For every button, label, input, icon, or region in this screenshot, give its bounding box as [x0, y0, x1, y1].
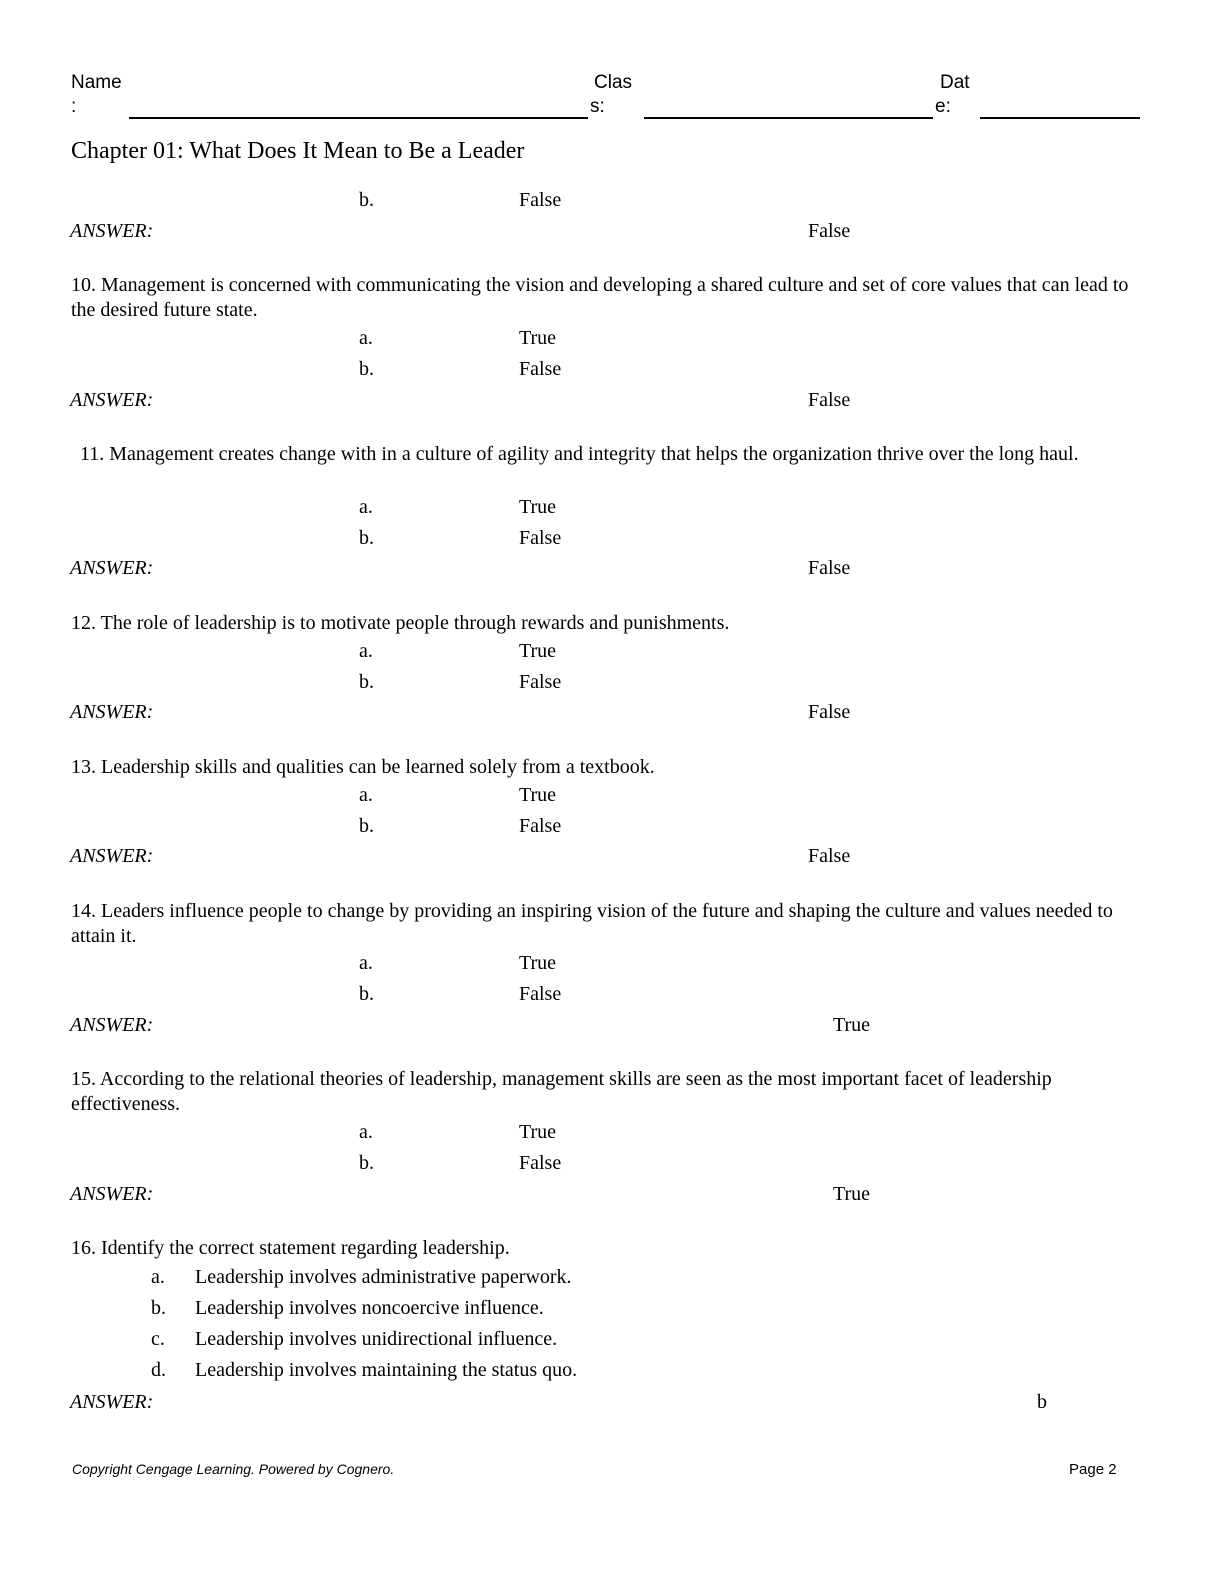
- option-letter: a.: [359, 327, 373, 349]
- footer-page-number: Page 2: [1069, 1461, 1117, 1478]
- option-letter: a.: [151, 1266, 165, 1288]
- question-stem: 14. Leaders influence people to change by providing an inspiring vision of the future and shaping the culture and values needed to attain it.: [71, 900, 1113, 947]
- chapter-title: Chapter 01: What Does It Mean to Be a Leader: [71, 138, 525, 164]
- answer-value: False: [808, 220, 851, 242]
- footer-copyright: Copyright Cengage Learning. Powered by Cognero.: [72, 1461, 395, 1477]
- answer-label: ANSWER:: [70, 557, 154, 579]
- option-text: True: [519, 640, 557, 662]
- name-label-bottom: :: [71, 96, 77, 117]
- answer-label: ANSWER:: [70, 220, 154, 242]
- date-label-bottom: e:: [935, 96, 951, 117]
- option-text: Leadership involves administrative paperwork.: [195, 1266, 572, 1288]
- option-text: False: [519, 189, 562, 211]
- question-stem: 12. The role of leadership is to motivate people through rewards and punishments.: [71, 612, 730, 634]
- option-letter: b.: [359, 983, 374, 1005]
- option-text: True: [519, 327, 557, 349]
- date-field[interactable]: [980, 117, 1140, 119]
- answer-value: False: [808, 701, 851, 723]
- class-label-bottom: s:: [590, 96, 605, 117]
- option-text: False: [519, 815, 562, 837]
- option-letter: b.: [151, 1297, 166, 1319]
- option-text: False: [519, 671, 562, 693]
- answer-label: ANSWER:: [70, 701, 154, 723]
- option-letter: a.: [359, 952, 373, 974]
- option-text: Leadership involves noncoercive influence.: [195, 1297, 544, 1319]
- option-text: Leadership involves maintaining the status quo.: [195, 1359, 578, 1381]
- option-letter: a.: [359, 784, 373, 806]
- name-label-top: Name: [71, 72, 122, 93]
- option-letter: b.: [359, 1152, 374, 1174]
- option-text: True: [519, 784, 557, 806]
- class-field[interactable]: [644, 117, 933, 119]
- answer-value: False: [808, 557, 851, 579]
- date-label-top: Dat: [940, 72, 970, 93]
- answer-label: ANSWER:: [70, 389, 154, 411]
- question-stem: 11. Management creates change with in a culture of agility and integrity that helps the organization thrive over the long haul.: [80, 443, 1079, 465]
- option-letter: b.: [359, 815, 374, 837]
- option-letter: b.: [359, 358, 374, 380]
- option-letter: b.: [359, 527, 374, 549]
- name-field[interactable]: [129, 117, 588, 119]
- option-text: True: [519, 952, 557, 974]
- option-letter: c.: [151, 1328, 165, 1350]
- option-letter: b.: [359, 671, 374, 693]
- option-letter: a.: [359, 640, 373, 662]
- option-text: False: [519, 358, 562, 380]
- answer-label: ANSWER:: [70, 1014, 154, 1036]
- option-letter: b.: [359, 189, 374, 211]
- question-stem: 15. According to the relational theories of leadership, management skills are seen as the most important facet of leadership effectiveness.: [71, 1068, 1052, 1115]
- answer-value: True: [833, 1014, 871, 1036]
- class-label-top: Clas: [594, 72, 633, 93]
- option-letter: d.: [151, 1359, 166, 1381]
- option-text: True: [519, 496, 557, 518]
- answer-value: False: [808, 845, 851, 867]
- option-text: True: [519, 1121, 557, 1143]
- answer-value: False: [808, 389, 851, 411]
- answer-label: ANSWER:: [70, 1391, 154, 1413]
- answer-label: ANSWER:: [70, 1183, 154, 1205]
- option-text: False: [519, 983, 562, 1005]
- option-text: False: [519, 527, 562, 549]
- option-text: False: [519, 1152, 562, 1174]
- question-stem: 13. Leadership skills and qualities can be learned solely from a textbook.: [71, 756, 655, 778]
- question-stem: 10. Management is concerned with communicating the vision and developing a shared culture and set of core values that can lead to the desired future state.: [71, 274, 1129, 321]
- question-stem: 16. Identify the correct statement regarding leadership.: [71, 1237, 510, 1259]
- option-letter: a.: [359, 496, 373, 518]
- answer-value: b: [1037, 1391, 1047, 1413]
- answer-label: ANSWER:: [70, 845, 154, 867]
- option-letter: a.: [359, 1121, 373, 1143]
- option-text: Leadership involves unidirectional influence.: [195, 1328, 558, 1350]
- answer-value: True: [833, 1183, 871, 1205]
